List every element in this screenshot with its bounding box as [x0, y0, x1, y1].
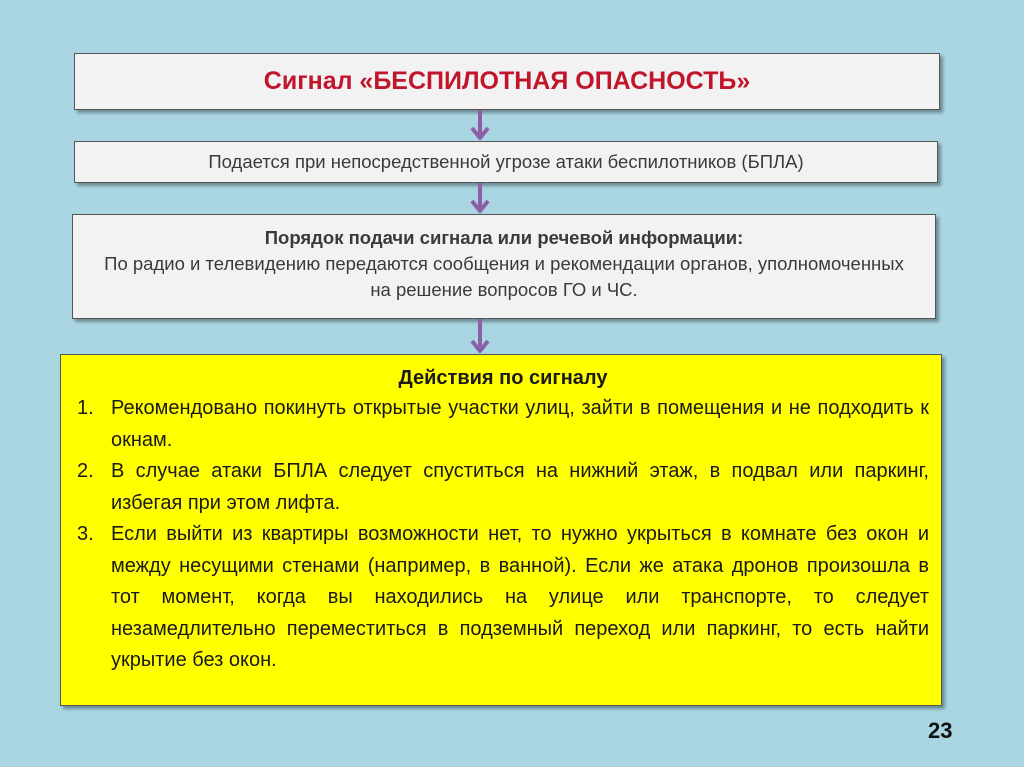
list-item [77, 519, 929, 677]
list-item [77, 456, 929, 519]
arrow-down-icon [468, 110, 492, 142]
title-box [74, 53, 940, 110]
order-text: По радио и телевидению передаются сообщения и рекомендации органов, уполномоченных на решение вопросов ГО и ЧС. [104, 253, 904, 300]
actions-box [60, 354, 942, 706]
actions-heading: Действия по сигналу [398, 367, 608, 389]
list-item-number: 1. [77, 397, 94, 419]
actions-list [77, 393, 929, 677]
arrow-down-icon [468, 319, 492, 355]
list-item-number: 2. [77, 460, 94, 482]
list-item-text: В случае атаки БПЛА следует спуститься на нижний этаж, в подвал или паркинг, избегая при этом лифта. [111, 460, 929, 514]
list-item-text: Если выйти из квартиры возможности нет, то нужно укрыться в комнате без окон и между несущими стенами (например, в ванной). Если же атака дронов произошла в тот момент, когда вы находились на улице или транспорте, то следует незамедлительно переместиться в подземный переход или паркинг, то есть найти укрытие без окон. [111, 523, 929, 671]
list-item-number: 3. [77, 523, 94, 545]
order-heading: Порядок подачи сигнала или речевой информации: [264, 227, 744, 248]
slide-title: Сигнал «БЕСПИЛОТНАЯ ОПАСНОСТЬ» [263, 67, 751, 95]
list-item-text: Рекомендовано покинуть открытые участки улиц, зайти в помещения и не подходить к окнам. [111, 397, 929, 451]
order-box [72, 214, 936, 319]
when-issued-text: Подается при непосредственной угрозе атаки беспилотников (БПЛА) [208, 151, 804, 172]
list-item [77, 393, 929, 456]
page-number: 23 [928, 718, 953, 743]
when-issued-box [74, 141, 938, 183]
arrow-down-icon [468, 183, 492, 215]
